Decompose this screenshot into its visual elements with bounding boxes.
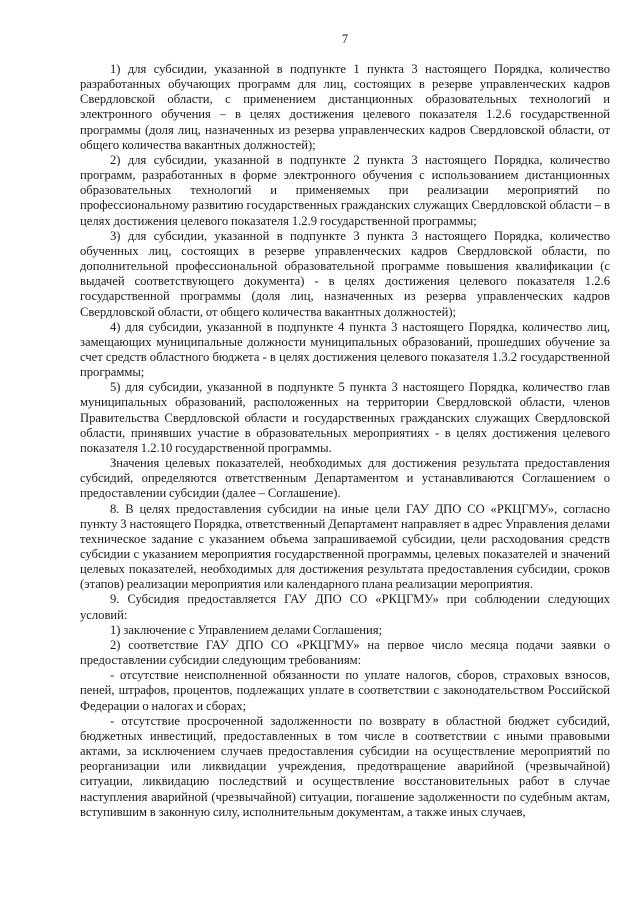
document-page [80, 32, 610, 820]
paragraph-indicator-3: 3) для субсидии, указанной в подпункте 3 пункта 3 настоящего Порядка, количество обученных лиц, состоящих в резерве управленческих кадров Свердловской области, по дополнительной профессиональной образовательной программе повышения квалификации (с выдачей соответствующего документа) - в целях достижения целевого показателя 1.2.6 государственной программы (доля лиц, назначенных из резерва управленческих кадров Свердловской области, от общего количества вакантных должностей); [80, 228, 610, 319]
paragraph-indicator-2: 2) для субсидии, указанной в подпункте 2 пункта 3 настоящего Порядка, количество программ, разработанных в форме электронного обучения с использованием дистанционных образовательных технологий и применяемых при реализации мероприятий по профессиональному развитию государственных гражданских служащих Свердловской области – в целях достижения целевого показателя 1.2.9 государственной программы; [80, 152, 610, 228]
paragraph-indicator-4: 4) для субсидии, указанной в подпункте 4 пункта 3 настоящего Порядка, количество лиц, замещающих муниципальные должности муниципальных образований, прошедших обучение за счет средств областного бюджета - в целях достижения целевого показателя 1.3.2 государственной программы; [80, 319, 610, 380]
paragraph-requirement-taxes: - отсутствие неисполненной обязанности по уплате налогов, сборов, страховых взносов, пеней, штрафов, процентов, подлежащих уплате в соответствии с законодательством Российской Федерации о налогах и сборах; [80, 668, 610, 713]
paragraph-indicator-5: 5) для субсидии, указанной в подпункте 5 пункта 3 настоящего Порядка, количество глав муниципальных образований, расположенных на территории Свердловской области, членов Правительства Свердловской области и государственных гражданских служащих Свердловской области, принявших участие в образовательных мероприятиях - в целях достижения целевого показателя 1.2.10 государственной программы. [80, 380, 610, 455]
paragraph-section-9: 9. Субсидия предоставляется ГАУ ДПО СО «РКЦГМУ» при соблюдении следующих условий: [80, 592, 610, 622]
paragraph-indicator-1: 1) для субсидии, указанной в подпункте 1 пункта 3 настоящего Порядка, количество разработанных обучающих программ для лиц, состоящих в резерве управленческих кадров Свердловской области, с применением дистанционных образовательных технологий и электронного обучения – в целях достижения целевого показателя 1.2.6 государственной программы (доля лиц, назначенных из резерва управленческих кадров Свердловской области, от общего количества вакантных должностей); [80, 62, 610, 152]
paragraph-condition-1: 1) заключение с Управлением делами Соглашения; [110, 622, 383, 637]
page-number: 7 [341, 32, 349, 46]
paragraph-requirement-debt: - отсутствие просроченной задолженности по возврату в областной бюджет субсидий, бюджетных инвестиций, предоставленных в том числе в соответствии с иными правовыми актами, за исключением случаев предоставления субсидии на осуществление мероприятий по реорганизации или ликвидации учреждения, предотвращение аварийной (чрезвычайной) ситуации, ликвидацию последствий и осуществление восстановительных работ в случае наступления аварийной (чрезвычайной) ситуации, погашение задолженности по судебным актам, вступившим в законную силу, исполнительным документам, а также иных случаев, [80, 713, 610, 819]
paragraph-condition-2: 2) соответствие ГАУ ДПО СО «РКЦГМУ» на первое число месяца подачи заявки о предоставлении субсидии следующим требованиям: [80, 637, 610, 668]
paragraph-target-values: Значения целевых показателей, необходимых для достижения результата предоставления субсидий, определяются ответственным Департаментом и устанавливаются Соглашением о предоставлении субсидии (далее – Соглашение). [80, 456, 610, 501]
paragraph-section-8: 8. В целях предоставления субсидии на иные цели ГАУ ДПО СО «РКЦГМУ», согласно пункту 3 настоящего Порядка, ответственный Департамент направляет в адрес Управления делами техническое задание с указанием объема запрашиваемой субсидии, цели расходования средств субсидии с указанием мероприятия государственной программы, целевых показателей и значений целевых показателей, необходимых для достижения результата предоставления субсидии, сроков (этапов) реализации мероприятия или календарного плана реализации мероприятия. [80, 501, 610, 592]
